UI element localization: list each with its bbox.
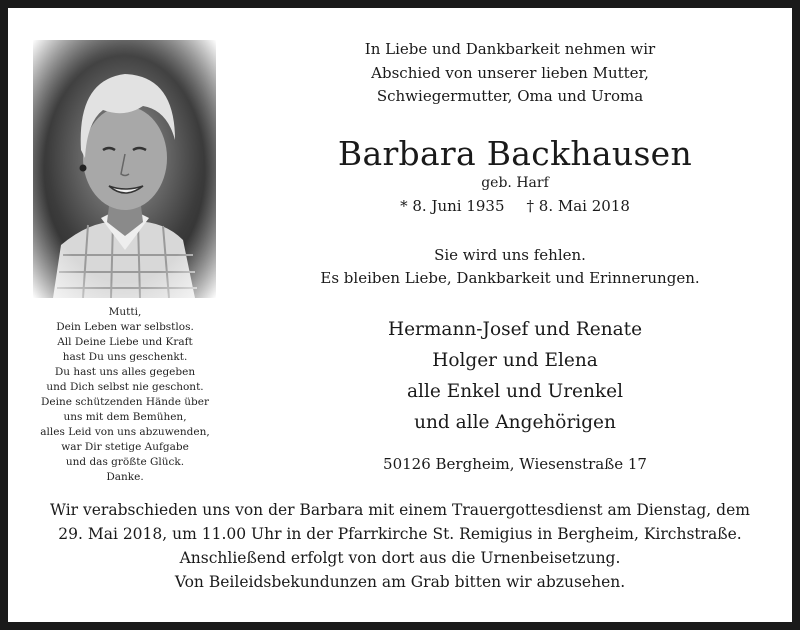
poem-line: All Deine Liebe und Kraft: [57, 336, 193, 348]
remembrance-quote: [290, 244, 730, 290]
poem-line: hast Du uns geschenkt.: [62, 351, 188, 363]
mourner-line: Holger und Elena: [432, 350, 598, 371]
poem-line: Danke.: [106, 471, 144, 483]
portrait-photo: [33, 40, 216, 298]
poem-line: Dein Leben war selbstlos.: [56, 321, 194, 333]
intro-line: Schwiegermutter, Oma und Uroma: [376, 87, 644, 105]
poem-line: war Dir stetige Aufgabe: [61, 441, 189, 453]
portrait-illustration: [33, 40, 216, 298]
mourner-line: und alle Angehörigen: [414, 412, 616, 433]
mourners-list: [310, 314, 720, 438]
poem-line: Du hast uns alles gegeben: [54, 366, 196, 378]
birth-date: * 8. Juni 1935: [400, 197, 505, 215]
death-date: † 8. Mai 2018: [526, 197, 630, 215]
intro-line: Abschied von unserer lieben Mutter,: [371, 63, 649, 82]
service-line: Wir verabschieden uns von der Barbara mit einem Trauergottesdienst am Dienstag, dem: [50, 501, 750, 519]
quote-line: Sie wird uns fehlen.: [434, 246, 586, 264]
mourner-line: alle Enkel und Urenkel: [407, 381, 623, 402]
poem-line: und das größte Glück.: [65, 456, 185, 468]
intro-text: [300, 38, 720, 109]
poem-line: Deine schützenden Hände über: [40, 396, 210, 408]
poem: [20, 305, 230, 485]
service-line: Anschließend erfolgt von dort aus die Urnenbeisetzung.: [179, 549, 621, 567]
poem-line: alles Leid von uns abzuwenden,: [40, 426, 210, 438]
life-dates: [300, 196, 730, 216]
poem-line: uns mit dem Bemühen,: [63, 411, 187, 423]
mourner-line: Hermann-Josef und Renate: [387, 319, 643, 340]
deceased-name: Barbara Backhausen: [337, 134, 693, 173]
family-address: 50126 Bergheim, Wiesenstraße 17: [383, 455, 647, 473]
service-line: 29. Mai 2018, um 11.00 Uhr in der Pfarrkirche St. Remigius in Bergheim, Kirchstraße.: [58, 525, 742, 543]
poem-line: Mutti,: [108, 306, 142, 318]
service-line: Von Beileidsbekundunzen am Grab bitten wir abzusehen.: [174, 573, 626, 591]
quote-line: Es bleiben Liebe, Dankbarkeit und Erinnerungen.: [320, 269, 700, 287]
birth-name: geb. Harf: [481, 175, 549, 191]
service-info: [30, 498, 770, 594]
intro-line: In Liebe und Dankbarkeit nehmen wir: [364, 40, 656, 58]
poem-line: und Dich selbst nie geschont.: [46, 381, 204, 393]
